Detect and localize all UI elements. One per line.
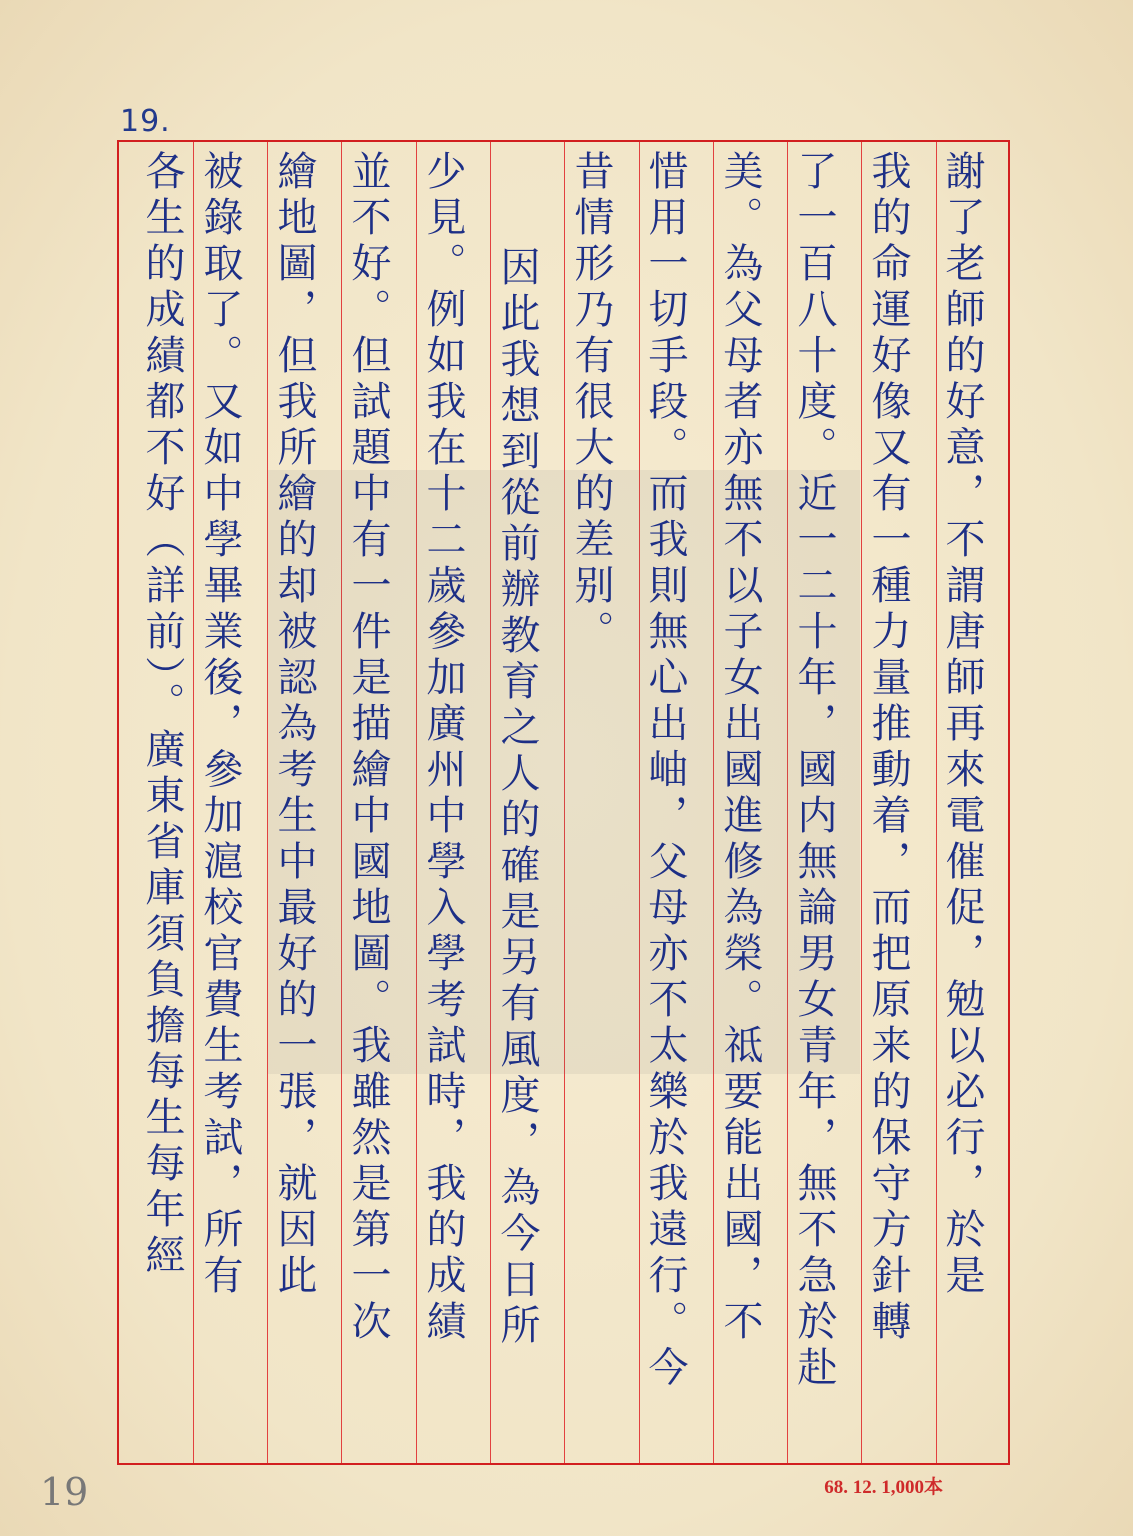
manuscript-column: 各生的成績都不好（詳前）。廣東省庫須負擔每生每年經: [139, 150, 185, 1280]
manuscript-column: 我的命運好像又有一種力量推動着，而把原来的保守方針轉: [865, 150, 911, 1346]
publisher-mark: 68. 12. 1,000本: [824, 1477, 943, 1498]
manuscript-column: 少見。例如我在十二歲參加廣州中學入學考試時，我的成績: [420, 150, 466, 1346]
manuscript-column: 惜用一切手段。而我則無心出岫，父母亦不太樂於我遠行。今: [642, 150, 688, 1392]
manuscript-column: 昔情形乃有很大的差别。: [568, 150, 614, 656]
manuscript-column: 被錄取了。又如中學畢業後，參加滬校官費生考試，所有: [197, 150, 243, 1300]
manuscript-column: 繪地圖，但我所繪的却被認為考生中最好的一張，就因此: [271, 150, 317, 1300]
manuscript-column: 並不好。但試題中有一件是描繪中國地圖。我雖然是第一次: [345, 150, 391, 1346]
manuscript-column: 美。為父母者亦無不以子女出國進修為榮。祗要能出國，不: [717, 150, 763, 1346]
manuscript-column: 謝了老師的好意，不謂唐師再來電催促，勉以必行，於是: [939, 150, 985, 1300]
margin-page-number: 19: [40, 1470, 89, 1514]
page-number: 19.: [120, 104, 171, 139]
manuscript-column: 因此我想到從前辦教育之人的確是另有風度，為今日所: [494, 200, 540, 1350]
manuscript-column: 了一百八十度。近一二十年，國内無論男女青年，無不急於赴: [791, 150, 837, 1392]
